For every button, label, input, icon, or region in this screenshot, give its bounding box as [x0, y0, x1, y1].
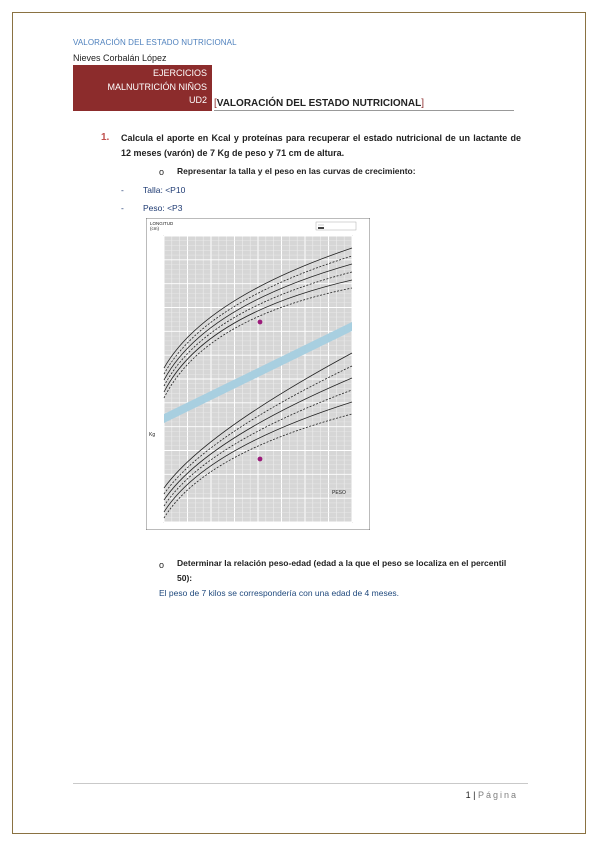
- header-label-box: [73, 65, 212, 111]
- dash-icon: -: [121, 203, 124, 213]
- box-line-3: UD2: [188, 95, 207, 105]
- growth-chart-graphic: [146, 218, 370, 530]
- footer-separator: |: [473, 790, 476, 800]
- kg-axis-label: Kg: [149, 432, 156, 438]
- dash-icon: -: [121, 185, 124, 195]
- subtask-plot: Representar la talla y el peso en las curvas de crecimiento:: [177, 166, 416, 176]
- page-footer: [466, 790, 518, 800]
- weight-marker: [258, 457, 263, 462]
- legend-swatch: [318, 227, 324, 229]
- box-line-2: MALNUTRICIÓN NIÑOS: [107, 81, 207, 92]
- subtask-weight-age: Determinar la relación peso-edad (edad a la que el peso se localiza en el percentil 50):: [177, 558, 507, 583]
- box-line-1: EJERCICIOS: [152, 68, 207, 78]
- answer-text: El peso de 7 kilos se correspondería con una edad de 4 meses.: [159, 588, 400, 598]
- growth-chart: [146, 218, 370, 530]
- exercise-text: Calcula el aporte en Kcal y proteínas para recuperar el estado nutricional de un lactante de 12 meses (varón) de 7 Kg de peso y 71 cm de altura.: [121, 133, 521, 158]
- page-word: Página: [477, 790, 518, 800]
- weight-label: PESO: [332, 490, 346, 496]
- peso-text: Peso: <P3: [143, 203, 183, 213]
- section-title: [214, 98, 424, 109]
- title-divider: [214, 110, 514, 111]
- list-item-peso: [121, 203, 182, 213]
- list-item-talla: [121, 185, 185, 195]
- chart-grid: [164, 236, 352, 522]
- length-axis-label: LONGITUD: [150, 221, 174, 226]
- length-marker: [258, 320, 263, 325]
- section-title-text: VALORACIÓN DEL ESTADO NUTRICIONAL: [216, 98, 422, 109]
- exercise-number: 1.: [101, 132, 110, 143]
- legend-swatch: [318, 224, 324, 226]
- bracket-close: ]: [421, 98, 425, 109]
- bullet-circle-icon: o: [159, 167, 165, 177]
- header-author: Nieves Corbalán López: [73, 53, 167, 63]
- talla-text: Talla: <P10: [143, 185, 186, 195]
- bullet-circle-icon: o: [159, 560, 165, 570]
- bracket-open: [: [214, 98, 217, 109]
- header-title: VALORACIÓN DEL ESTADO NUTRICIONAL: [73, 38, 237, 47]
- page-number: 1: [465, 790, 471, 800]
- footer-divider: [73, 783, 528, 784]
- length-axis-unit: (cm): [150, 226, 159, 231]
